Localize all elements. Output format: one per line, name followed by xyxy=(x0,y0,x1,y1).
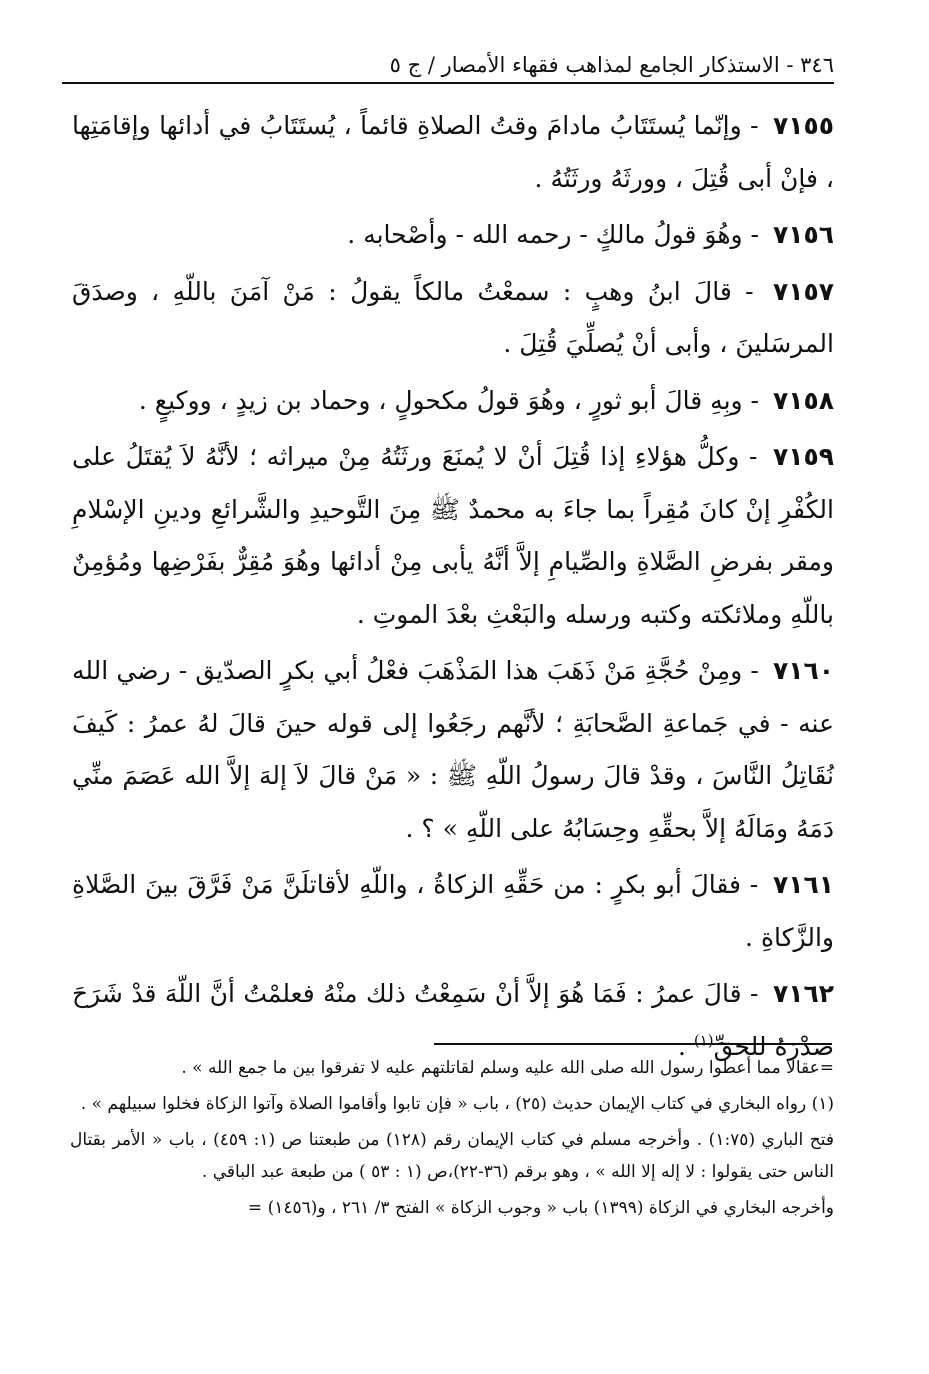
paragraph-tail: . xyxy=(677,1031,694,1061)
running-header: ٣٤٦ - الاستذكار الجامع لمذاهب فقهاء الأمصار / ج ٥ xyxy=(389,53,834,77)
paragraph-7160 xyxy=(72,645,834,855)
paragraph-7159 xyxy=(72,431,834,641)
paragraph-number: ٧١٥٨ xyxy=(772,385,834,415)
paragraph-text: - وإنّما يُستَتَابُ مادامَ وقتُ الصلاةِ قائماً ، يُستَتَابُ في أدائها وإقامَتِها ، فإنْ أبى قُتِلَ ، وورثَهُ ورثَتُهُ . xyxy=(72,111,834,193)
footnote-separator xyxy=(434,1043,832,1045)
paragraph-number: ٧١٥٦ xyxy=(772,220,834,249)
paragraph-text: - وهُوَ قولُ مالكٍ - رحمه الله - وأصْحابه . xyxy=(347,220,759,249)
main-text xyxy=(72,100,834,1077)
paragraph-number: ٧١٥٥ xyxy=(772,111,834,140)
paragraph-7156 xyxy=(72,209,834,262)
footnote-1-cont: فتح الباري (١:٧٥) . وأخرجه مسلم في كتاب الإيمان رقم (١٢٨) من طبعتنا ص (١: ٤٥٩) ، باب « الأمر بقتال الناس حتى يقولوا : لا إله إلا الله » ، وهو برقم (٣٦-٢٢)،ص (١ : ٥٣ ) من طبعة عبد الباقي . xyxy=(70,1130,835,1182)
footnotes xyxy=(70,1052,834,1228)
footnote-reference[interactable]: (١) xyxy=(693,1031,714,1050)
footnote-1: (١) رواه البخاري في كتاب الإيمان حديث (٢٥) ، باب « فإن تابوا وأقاموا الصلاة وآتوا الزكاة فخلوا سبيلهم » . xyxy=(80,1094,834,1114)
paragraph-7158 xyxy=(72,375,834,428)
paragraph-text: - قالَ عمرُ : فَمَا هُوَ إلاَّ أنْ سَمِعْتُ ذلك منْهُ فعلمْتُ أنَّ اللّهَ قدْ شَرَحَ صدْرَهُ للحقِّ xyxy=(72,979,834,1061)
header-rule xyxy=(62,82,834,84)
footnote-continuation: =عقالا مما أعطوا رسول الله صلى الله عليه وسلم لقاتلتهم عليه لا تفرقوا بين ما جمع الله » . xyxy=(181,1058,834,1078)
footnote-1-cont-2: وأخرجه البخاري في الزكاة (١٣٩٩) باب « وجوب الزكاة » الفتح ٣/ ٢٦١ ، و(١٤٥٦) = xyxy=(247,1198,834,1218)
paragraph-number: ٧١٥٧ xyxy=(772,276,834,306)
paragraph-7161 xyxy=(72,859,834,964)
paragraph-text: - ومِنْ حُجَّةِ مَنْ ذَهَبَ هذا المَذْهَبَ فعْلُ أبي بكرٍ الصدّيق - رضي الله عنه - في جَماعةِ الصَّحابَةِ ؛ لأنَّهم رجَعُوا إلى قوله حينَ قالَ لهُ عمرُ : كَيفَ نُقَاتِلُ النَّاسَ ، وقدْ قالَ رسولُ اللّهِ ﷺ : « مَنْ قالَ لاَ إلهَ إلاَّ الله عَصَمَ منِّي دَمَهُ ومَالَهُ إلاَّ بحقِّهِ وحِسَابُهُ على اللّهِ » ؟ . xyxy=(72,656,834,843)
paragraph-number: ٧١٦٠ xyxy=(772,656,834,685)
paragraph-number: ٧١٥٩ xyxy=(772,442,835,471)
paragraph-7155 xyxy=(72,100,834,205)
paragraph-7157 xyxy=(72,266,834,371)
paragraph-text: - وكلُّ هؤلاءِ إذا قُتِلَ أنْ لا يُمنَعَ ورثَتُهُ مِنْ ميراثه ؛ لأنَّهُ لاَ يُقتَلُ على الكُفْرِ إنْ كانَ مُقِراً بما جاءَ به محمدٌ ﷺ مِنَ التَّوحيدِ والشَّرائعِ ودينِ الإسْلامِ ومقر بفرضِ الصَّلاةِ والصِّيامِ إلاَّ أنَّهُ يأبى مِنْ أدائها وهُوَ مُقِرٌّ بفَرْضِها ومُؤمِنٌ باللّهِ وملائكته وكتبه ورسله والبَعْثِ بعْدَ الموتِ . xyxy=(72,442,834,629)
paragraph-text: - فقالَ أبو بكرٍ : من حَقِّهِ الزكاةُ ، واللّهِ لأقاتلَنَّ مَنْ فَرَّقَ بينَ الصَّلاةِ والزَّكاةِ . xyxy=(72,870,834,952)
paragraph-text: - وبِهِ قالَ أبو ثورٍ ، وهُوَ قولُ مكحولٍ ، وحماد بن زيدٍ ، ووكيعٍ . xyxy=(138,385,759,415)
paragraph-text: - قالَ ابنُ وهبٍ : سمعْتُ مالكاً يقولُ : مَنْ آمَنَ باللّهِ ، وصدَقَ المرسَلينَ ، وأبى أنْ يُصلِّيَ قُتِلَ . xyxy=(72,276,834,358)
paragraph-number: ٧١٦١ xyxy=(772,870,835,899)
paragraph-number: ٧١٦٢ xyxy=(772,979,834,1008)
